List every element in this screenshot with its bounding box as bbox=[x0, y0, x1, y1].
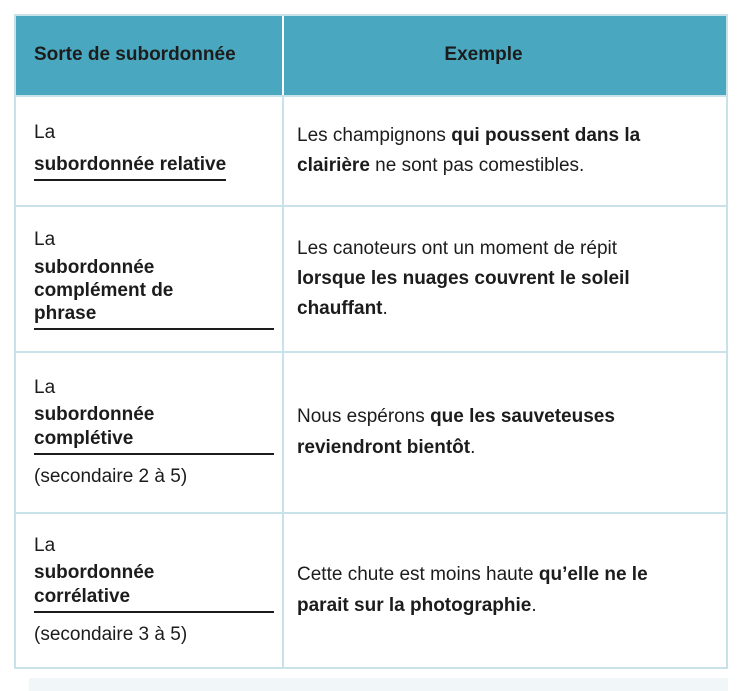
example-segment: Nous espérons bbox=[297, 406, 431, 428]
term-underlined bbox=[34, 561, 274, 612]
example-bold-segment: qui poussent dans la clairière bbox=[297, 124, 641, 176]
example-cell bbox=[284, 353, 726, 512]
term-prefix: La bbox=[34, 534, 56, 556]
grade-note: (secondaire 2 à 5) bbox=[34, 465, 188, 487]
term-text: subordonnée complément de phrase bbox=[34, 256, 174, 324]
grade-note: (secondaire 3 à 5) bbox=[34, 623, 188, 645]
example-segment: Les canoteurs ont un moment de répit bbox=[297, 237, 618, 259]
table-header-row bbox=[16, 16, 726, 95]
term-underlined bbox=[34, 153, 226, 181]
header-exemple bbox=[284, 16, 726, 95]
header-col1-label: Sorte de subordonnée bbox=[34, 44, 236, 66]
table-row bbox=[16, 351, 726, 512]
example-bold-segment: que les sauveteuses reviendront bientôt bbox=[297, 406, 615, 458]
example-segment: . bbox=[531, 594, 537, 616]
example-cell bbox=[284, 207, 726, 351]
example-bold-segment: lorsque les nuages couvrent le soleil chauffant bbox=[297, 267, 630, 319]
example-sentence bbox=[297, 560, 670, 620]
subordinate-type-cell bbox=[16, 514, 284, 667]
example-segment: ne sont pas comestibles. bbox=[369, 155, 585, 176]
example-sentence bbox=[297, 121, 670, 181]
table-row bbox=[16, 205, 726, 351]
subordinate-type-cell bbox=[16, 353, 284, 512]
term-prefix: La bbox=[34, 228, 56, 250]
header-col2-label: Exemple bbox=[444, 44, 523, 66]
header-sorte-de-subordonnee bbox=[16, 16, 284, 95]
example-segment: . bbox=[470, 436, 476, 458]
table-row bbox=[16, 512, 726, 667]
example-bold-segment: qu’elle ne le parait sur la photographie bbox=[297, 564, 648, 616]
next-section-edge bbox=[29, 678, 728, 691]
term-prefix: La bbox=[34, 121, 56, 143]
example-segment: . bbox=[382, 298, 388, 319]
example-segment: Cette chute est moins haute bbox=[297, 564, 539, 586]
term-text: subordonnée corrélative bbox=[34, 562, 155, 607]
example-cell bbox=[284, 514, 726, 667]
example-sentence bbox=[297, 402, 670, 462]
subordinate-type-cell bbox=[16, 207, 284, 351]
term-prefix: La bbox=[34, 376, 56, 398]
table-row bbox=[16, 95, 726, 205]
subordinate-clause-table bbox=[14, 14, 728, 669]
example-sentence bbox=[297, 234, 670, 324]
term-text: subordonnée relative bbox=[34, 154, 227, 176]
example-segment: Les champignons bbox=[297, 124, 452, 146]
subordinate-type-cell bbox=[16, 97, 284, 205]
example-cell bbox=[284, 97, 726, 205]
term-underlined bbox=[34, 256, 274, 331]
term-text: subordonnée complétive bbox=[34, 404, 155, 449]
term-underlined bbox=[34, 403, 274, 454]
